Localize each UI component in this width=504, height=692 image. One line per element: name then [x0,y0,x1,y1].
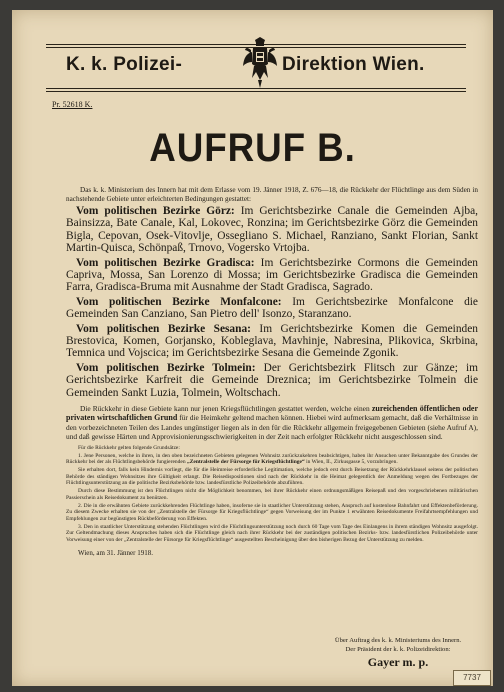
conditions-text: für die Heimkehr geltend machen können. Hiebei wird aufmerksam gemacht, daß die Verhältnisse in den vorbezeichneten Teilen des Landes ungünstiger liegen als in den für die Rückkehr allgemein freigegebenen Gebieten (siehe Aufruf A), und daß gewisse Härten und Approvisionierungsschwierigkeiten in der Zeit nach erfolgter Rückkehr nicht ausgeschlossen sind. [66,413,478,441]
district-text: Der Gerichtsbezirk Flitsch zur Gänze; im Gerichtsbezirke Karfreit die Gemeinde Dreznica; im Gerichtsbezirke Tolmein die Gemeinden Sankt Luzia, Tolmein, Woltschach. [66,361,478,399]
header-rule [46,88,466,89]
district-entry [66,362,478,399]
district-lead: Vom politischen Bezirke Tolmein: [76,361,256,374]
principle-item: 2. Die in die erwähnten Gebiete zurückkehrenden Flüchtlinge haben, insoferne sie in staatlicher Unterstützung stehen, Anspruch auf kostenlose Bahnfahrt und Effektenbeförderung. Zu diesem Zwecke erhalten sie von der „Zentralstelle der Fürsorge für Kriegsflüchtlinge“ gegen Vorweisung der im Punkte 1 erwähnten Reisedokumente Freifahrtsempfehlungen und Empfehlungen zur begünstigten Rückbeförderung von Effekten. [66,502,478,522]
poster-sheet [12,10,493,686]
letterhead [46,40,466,96]
district-entry [66,296,478,321]
intro-paragraph: Das k. k. Ministerium des Innern hat mit dem Erlasse vom 19. Jänner 1918, Z. 676—18, die Rückkehr der Flüchtlinge aus dem Süden in nachstehende Gebiete unter erleichterten Bedingungen gestattet: [66,186,478,203]
authority-name-right: Direktion Wien. [282,54,425,75]
district-entry [66,205,478,255]
reference-number: Pr. 52618 K. [52,100,93,109]
district-lead: Vom politischen Bezirke Monfalcone: [76,295,282,308]
authority-name-left: K. k. Polizei- [66,54,183,75]
district-text: Im Gerichtsbezirke Komen die Gemeinden Brestovica, Komen, Gorjansko, Kobleglava, Mavhinje, Nabresina, Plikovica, Skrbina, Temnica und Vojscica; im Gerichtsbezirke Sesana die Gemeinde Zgonik. [66,322,478,360]
page-title: AUFRUF B. [149,126,356,170]
district-text: Im Gerichtsbezirke Cormons die Gemeinden Capriva, Mossa, San Lorenzo di Mossa; im Gerichtsbezirke Gradisca die Gemeinden Farra, Gradisca-Bruma mit Ausnahme der Stadt Gradisca, Sagrado. [66,256,478,294]
principle-item [66,453,478,466]
principle-item: Sie erhalten dort, falls kein Hindernis vorliegt, die für die Heimreise erforderliche Legitimation, welche jedoch erst durch Beisetzung der Rückkehrklausel seitens der politischen Behörde des ständigen Wohnsitzes ihre Gültigkeit erlangt. Die Reisedispositionen sind nach der Rückkehr in die Heimat gelegentlich der Anmeldung wegen des Fortbezuges der Flüchtlingsunterstützung an die politische Bezirksbehörde bzw. landesfürstliche Polizeibehörde abzuführen. [66,467,478,487]
principle-text: 1. Jene Personen, welche in ihren, in den oben bezeichneten Gebieten gelegenen Wohnsitz zurückzukehren beabsichtigen, haben ihr Ansuchen unter Bekanntgabe des Grundes der Rückkehr bei der als Flüchtlingsbehörde fungierenden [66,452,478,466]
dateline: Wien, am 31. Jänner 1918. [78,548,153,557]
archive-stamp: 7737 [453,670,491,686]
conditions-emphasis: zureichenden öffentlichen oder privaten wirtschaftlichen Grund [66,404,478,423]
signer-name: Gayer m. p. [367,655,429,669]
signature-title: Der Präsident der k. k. Polizeidirektion: [345,646,451,653]
principles-lead: Für die Rückkehr gelten folgende Grundsätze: [78,444,180,451]
double-headed-eagle-icon [242,36,278,92]
principle-emphasis: „Zentralstelle der Fürsorge für Kriegsflüchtlinge“ [186,459,305,466]
principle-item: Durch diese Bestimmung ist den Flüchtlingen nicht die Möglichkeit benommen, bei ihrer Rückkehr einen ordnungsmäßigen Reisepaß und den vorgeschriebenen militärischen Passierschein als Reisedokument zu benützen. [66,488,478,501]
district-entry [66,323,478,360]
document-body [66,186,478,557]
district-entry [66,257,478,294]
district-lead: Vom politischen Bezirke Görz: [76,205,235,217]
header-rule [46,91,466,92]
principle-text: in Wien, II., Zirkusgasse 5, vorzubringen. [306,459,398,466]
signature-authority: Über Auftrag des k. k. Ministeriums des Innern. [334,637,462,644]
district-text: Im Gerichtsbezirke Canale die Gemeinden Ajba, Bainsizza, Bate Canale, Kal, Lokovec, Ronzina; im Gerichtsbezirke Görz die Gemeinden Bigla, Cepovan, Osek-Vitovlje, Ossegliano S. Michael, Ranziano, Sankt Florian, Sankt Martin-Quisca, Schönpaß, Trnovo, Vogersko Vrtojba. [66,205,479,255]
signature-block [312,636,484,670]
district-lead: Vom politischen Bezirke Gradisca: [76,256,255,269]
conditions-paragraph [66,404,478,441]
district-text: Im Gerichtsbezirke Monfalcone die Gemeinden San Canziano, San Pietro dell' Isonzo, Staranzano. [66,295,478,321]
principle-item: 3. Den in staatlicher Unterstützung stehenden Flüchtlingen wird die Flüchtlingsunterstützung noch durch 60 Tage vom Tage des Einlangens in ihrem ständigen Wohnsitz ausgefolgt. Zur Geltendmachung dieses Anspruches haben sich die Flüchtlinge gleich nach ihrer Rückkehr bei der zuständigen politischen Bezirks- bzw. landesfürstlichen Polizeibehörde unter Vorweisung einer von der „Zentralstelle der Fürsorge für Kriegsflüchtlinge“ ausgestellten Bescheinigung über den bisherigen Bezug der Unterstützung zu melden. [66,523,478,544]
district-lead: Vom politischen Bezirke Sesana: [76,322,251,335]
conditions-text: Die Rückkehr in diese Gebiete kann nur jenen Kriegsflüchtlingen gestattet werden, welche einen [80,404,370,414]
